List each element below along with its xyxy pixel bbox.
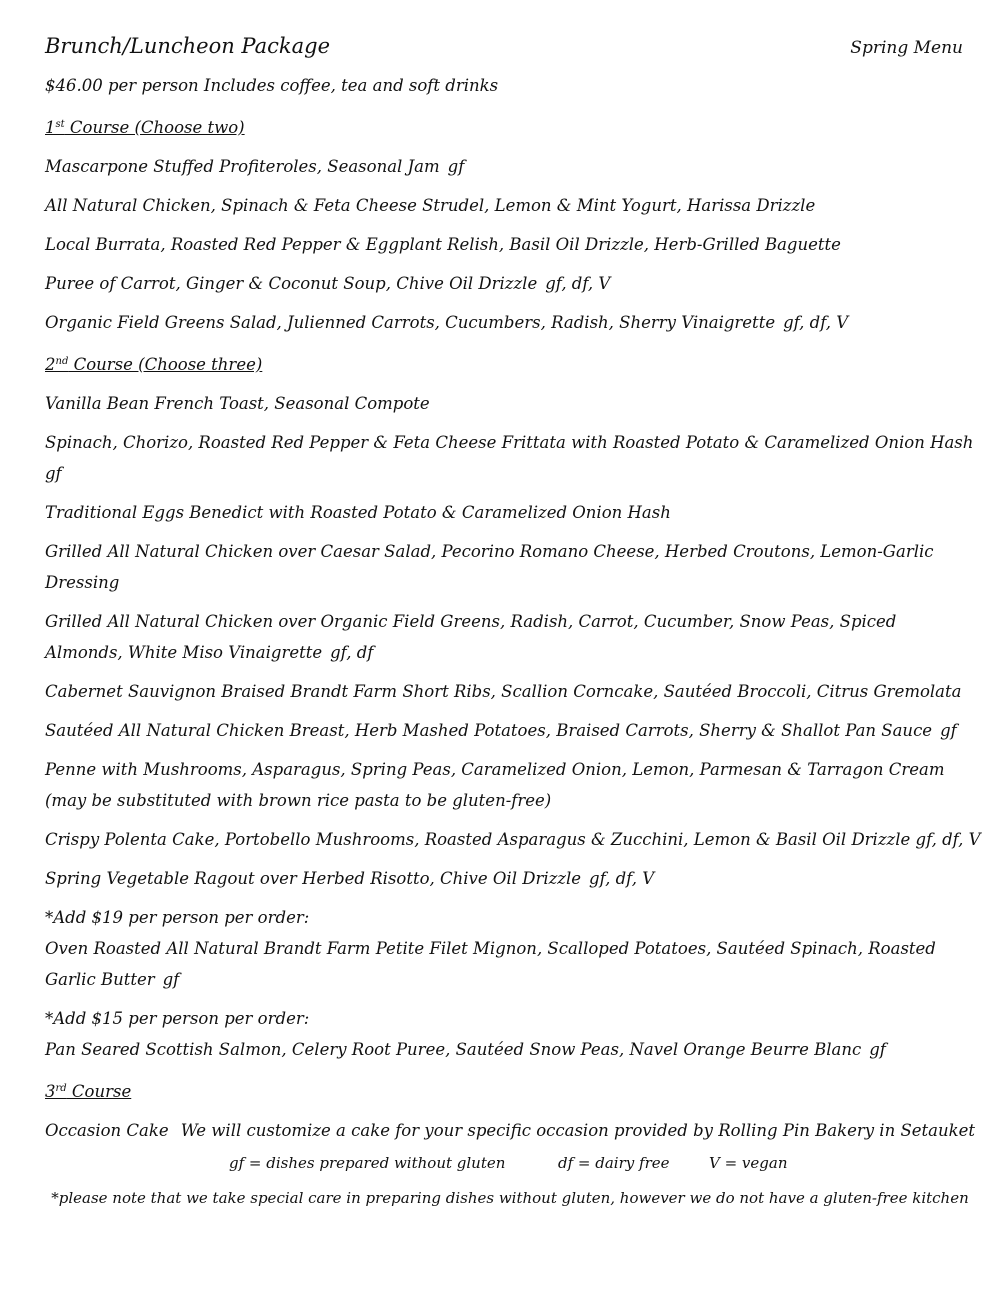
item-text: All Natural Chicken, Spinach & Feta Cheese Strudel, Lemon & Mint Yogurt, Harissa Drizzle <box>45 196 816 215</box>
item-text: Oven Roasted All Natural Brandt Farm Petite Filet Mignon, Scalloped Potatoes, Sautéed Spinach, Roasted Garlic Butter <box>45 939 936 989</box>
course-2-label: Course (Choose three) <box>68 355 263 374</box>
item-text: Cabernet Sauvignon Braised Brandt Farm Short Ribs, Scallion Corncake, Sautéed Broccoli, Citrus Gremolata <box>45 682 962 701</box>
item-text: Grilled All Natural Chicken over Organic Field Greens, Radish, Carrot, Cucumber, Snow Peas, Spiced Almonds, White Miso Vinaigrette <box>45 612 897 662</box>
item-text: Pan Seared Scottish Salmon, Celery Root Puree, Sautéed Snow Peas, Navel Orange Beurre Blanc <box>45 1040 862 1059</box>
season-label: Spring Menu <box>850 38 963 58</box>
item-text: Mascarpone Stuffed Profiteroles, Seasonal Jam <box>45 157 440 176</box>
course-2-item <box>45 388 975 419</box>
item-text: Local Burrata, Roasted Red Pepper & Eggplant Relish, Basil Oil Drizzle, Herb-Grilled Baguette <box>45 235 841 254</box>
legend-df: df = dairy free <box>558 1154 670 1172</box>
course-1-item <box>45 151 975 182</box>
diet-tags: gf <box>940 721 957 740</box>
course-2-item <box>45 676 975 707</box>
course-2-item <box>45 536 975 598</box>
item-text: Penne with Mushrooms, Asparagus, Spring Peas, Caramelized Onion, Lemon, Parmesan & Tarragon Cream (may be substituted with brown rice pasta to be gluten-free) <box>45 760 945 810</box>
item-text: Sautéed All Natural Chicken Breast, Herb Mashed Potatoes, Braised Carrots, Sherry & Shallot Pan Sauce <box>45 721 933 740</box>
course-2-item <box>45 715 975 746</box>
course-2-item <box>45 606 975 668</box>
gluten-note: *please note that we take special care in preparing dishes without gluten, however we do not have a gluten-free kitchen <box>51 1189 969 1207</box>
item-text: Spinach, Chorizo, Roasted Red Pepper & Feta Cheese Frittata with Roasted Potato & Caramelized Onion Hash gf <box>45 433 974 483</box>
diet-tags: gf <box>162 970 180 989</box>
item-text: Traditional Eggs Benedict with Roasted Potato & Caramelized Onion Hash <box>45 503 671 522</box>
course-3-number: 3 <box>45 1082 56 1101</box>
course-2-heading <box>45 346 975 380</box>
course-2-item <box>45 427 975 489</box>
course-2-item <box>45 497 975 528</box>
course-1-label: Course (Choose two) <box>64 118 245 137</box>
item-text: Puree of Carrot, Ginger & Coconut Soup, Chive Oil Drizzle <box>45 274 538 293</box>
legend-vegan: V = vegan <box>709 1154 788 1172</box>
course-2-number: 2 <box>45 355 56 374</box>
course-2-ordinal: nd <box>55 356 69 367</box>
diet-tags: gf <box>447 157 465 176</box>
diet-tags: gf, df <box>330 643 374 662</box>
menu-page <box>45 34 981 1214</box>
course-1-heading <box>45 109 975 143</box>
course-1-item <box>45 229 975 260</box>
legend-gf: gf = dishes prepared without gluten <box>229 1154 506 1172</box>
course-1-item <box>45 268 975 299</box>
course-2-item <box>45 754 975 816</box>
addon-1-item <box>45 933 975 995</box>
diet-legend <box>229 1148 975 1178</box>
occasion-cake-text: We will customize a cake for your specific occasion provided by Rolling Pin Bakery in Setauket <box>180 1121 975 1140</box>
course-3-ordinal: rd <box>55 1083 67 1094</box>
course-1-item <box>45 190 975 221</box>
diet-tags: gf <box>869 1040 886 1059</box>
item-text: Vanilla Bean French Toast, Seasonal Compote <box>45 394 430 413</box>
addon-1-price: *Add $19 per person per order: <box>45 908 310 927</box>
addon-2-price: *Add $15 per person per order: <box>45 1009 310 1028</box>
item-text: Spring Vegetable Ragout over Herbed Risotto, Chive Oil Drizzle <box>45 869 582 888</box>
course-2-item <box>45 824 981 855</box>
course-1-item <box>45 307 975 338</box>
header-row <box>45 34 975 70</box>
course-3-heading <box>45 1073 975 1107</box>
diet-tags: gf, df, V <box>545 274 611 293</box>
diet-tags: gf, df, V <box>783 313 849 332</box>
item-text: Organic Field Greens Salad, Julienned Carrots, Cucumbers, Radish, Sherry Vinaigrette <box>45 313 776 332</box>
occasion-cake-row <box>45 1115 975 1146</box>
diet-tags: gf, df, V <box>589 869 655 888</box>
occasion-cake-label: Occasion Cake <box>45 1121 169 1140</box>
course-3-label: Course <box>66 1082 132 1101</box>
menu-title: Brunch/Luncheon Package <box>45 34 331 58</box>
item-text: Grilled All Natural Chicken over Caesar Salad, Pecorino Romano Cheese, Herbed Croutons, Lemon-Garlic Dressing <box>45 542 934 592</box>
addon-2-item <box>45 1034 975 1065</box>
course-1-number: 1 <box>45 118 56 137</box>
course-2-item <box>45 863 975 894</box>
item-text: Crispy Polenta Cake, Portobello Mushrooms, Roasted Asparagus & Zucchini, Lemon & Basil Oil Drizzle gf, df, V <box>45 830 981 849</box>
course-1-ordinal: st <box>55 119 65 130</box>
price-line: $46.00 per person Includes coffee, tea and soft drinks <box>45 76 499 95</box>
